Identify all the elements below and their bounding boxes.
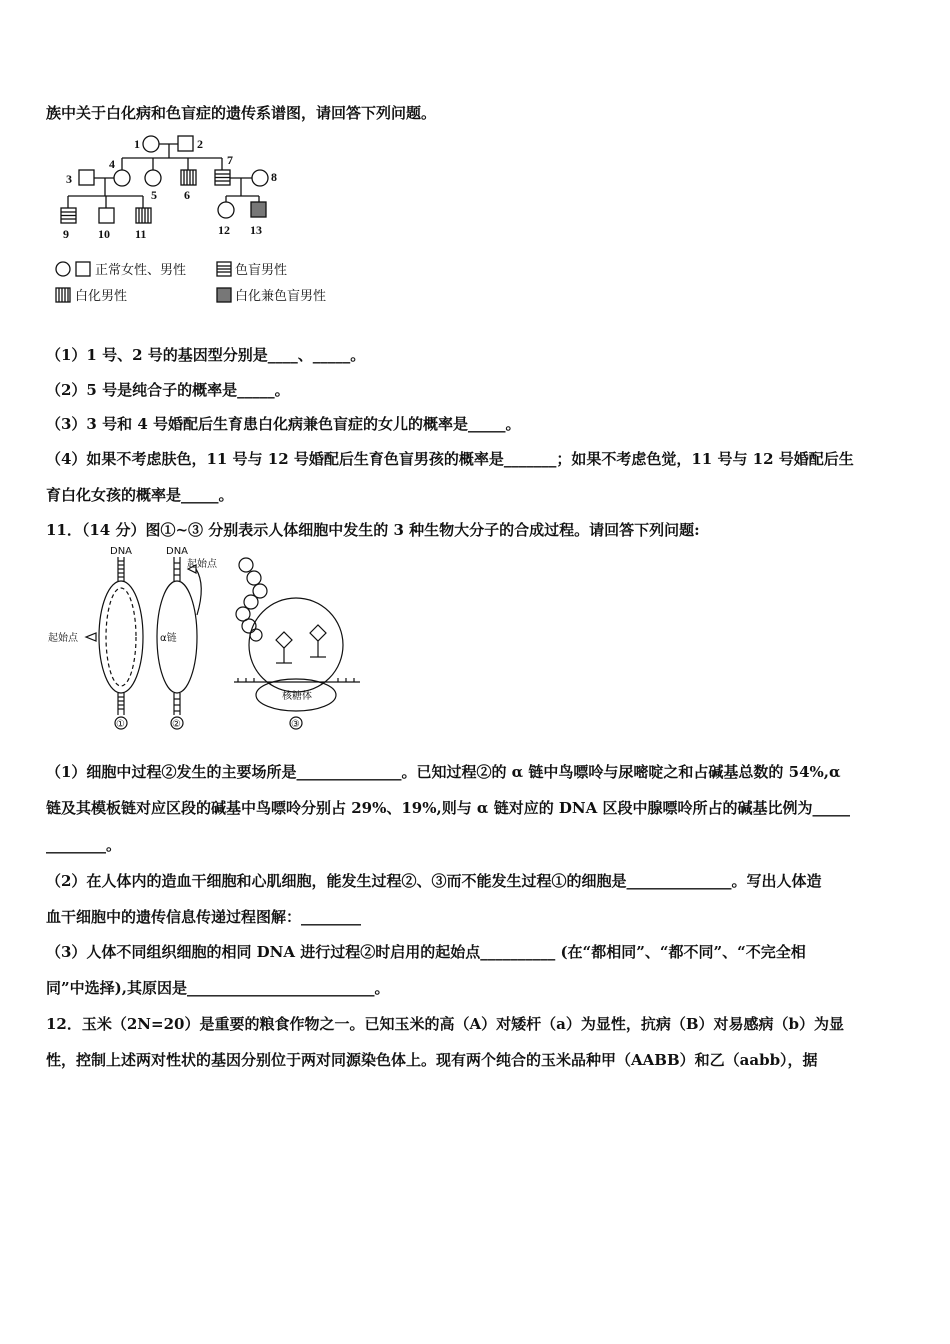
q11-part3-line2: 同”中选择),其原因是_________________________。 [46, 979, 390, 997]
figure-number-3: ③ [291, 719, 300, 730]
label-6: 6 [184, 188, 190, 202]
individual-2 [178, 136, 193, 151]
legend-colorblind: 色盲男性 [235, 263, 288, 278]
q10-part1: （1）1 号、2 号的基因型分别是____、_____。 [46, 346, 366, 364]
figure-number-1: ① [116, 719, 125, 730]
q10-part2: （2）5 号是纯合子的概率是_____。 [46, 381, 290, 399]
individual-12 [218, 202, 234, 218]
q11-part1-line2: 链及其模板链对应区段的碱基中鸟嘌呤分别占 29%、19%,则与 α 链对应的 DNA 区段中腺嘌呤所占的碱基比例为_____ [46, 799, 850, 817]
q11-part2-line1: （2）在人体内的造血干细胞和心肌细胞，能发生过程②、③而不能发生过程①的细胞是______________。写出人体造 [46, 872, 822, 890]
label-7: 7 [227, 153, 233, 167]
q11-part3-line1: （3）人体不同组织细胞的相同 DNA 进行过程②时启用的起始点__________ (在“都相同”、“都不同”、“不完全相 [46, 943, 806, 961]
intro-text: 族中关于白化病和色盲症的遗传系谱图，请回答下列问题。 [46, 104, 437, 122]
q10-part4-line2: 育白化女孩的概率是_____。 [46, 486, 234, 504]
q12-line1: 12．玉米（2N=20）是重要的粮食作物之一。已知玉米的高（A）对矮杆（a）为显性，抗病（B）对易感病（b）为显 [46, 1015, 844, 1033]
q10-part4-line1: （4）如果不考虑肤色，11 号与 12 号婚配后生育色盲男孩的概率是_______；如果不考虑色觉，11 号与 12 号婚配后生 [46, 450, 854, 468]
label-13: 13 [250, 223, 262, 237]
q11-part1-line1: （1）细胞中过程②发生的主要场所是______________。已知过程②的 α 链中鸟嘌呤与尿嘧啶之和占碱基总数的 54%,α [46, 763, 841, 781]
legend-normal: 正常女性、男性 [95, 263, 187, 278]
q11-part2-line2: 血干细胞中的遗传信息传递过程图解：________ [46, 908, 362, 926]
q11-header: 11．（14 分）图①~③ 分别表示人体细胞中发生的 3 种生物大分子的合成过程。请回答下列问题: [46, 521, 700, 539]
label-4: 4 [109, 157, 115, 171]
label-10: 10 [98, 227, 110, 241]
pedigree-chart [50, 128, 370, 318]
label-8: 8 [271, 170, 277, 184]
individual-6 [181, 170, 196, 185]
individual-11 [136, 208, 151, 223]
individual-5 [145, 170, 161, 186]
alpha-chain-label: α链 [160, 633, 177, 644]
figure-number-2: ② [172, 719, 181, 730]
dna-label-2: DNA [166, 546, 189, 557]
individual-8 [252, 170, 268, 186]
individual-4 [114, 170, 130, 186]
ribosome-label: 核糖体 [282, 691, 312, 702]
label-2: 2 [197, 137, 203, 151]
synthesis-figure [46, 545, 366, 730]
origin-label-1: 起始点 [48, 633, 78, 644]
legend-albino: 白化男性 [75, 289, 128, 304]
q12-line2: 性，控制上述两对性状的基因分别位于两对同源染色体上。现有两个纯合的玉米品种甲（AABB）和乙（aabb），据 [46, 1051, 818, 1069]
label-5: 5 [151, 188, 157, 202]
label-11: 11 [135, 227, 147, 241]
legend-both: 白化兼色盲男性 [235, 289, 327, 304]
individual-1 [143, 136, 159, 152]
origin-label-2: 起始点 [187, 559, 217, 570]
individual-3 [79, 170, 94, 185]
individual-10 [99, 208, 114, 223]
label-12: 12 [218, 223, 230, 237]
label-3: 3 [66, 172, 72, 186]
dna-label-1: DNA [110, 546, 133, 557]
q11-part1-line3: ________。 [46, 836, 122, 854]
individual-13 [251, 202, 266, 217]
label-1: 1 [134, 137, 140, 151]
label-9: 9 [63, 227, 69, 241]
q10-part3: （3）3 号和 4 号婚配后生育患白化病兼色盲症的女儿的概率是_____。 [46, 415, 521, 433]
